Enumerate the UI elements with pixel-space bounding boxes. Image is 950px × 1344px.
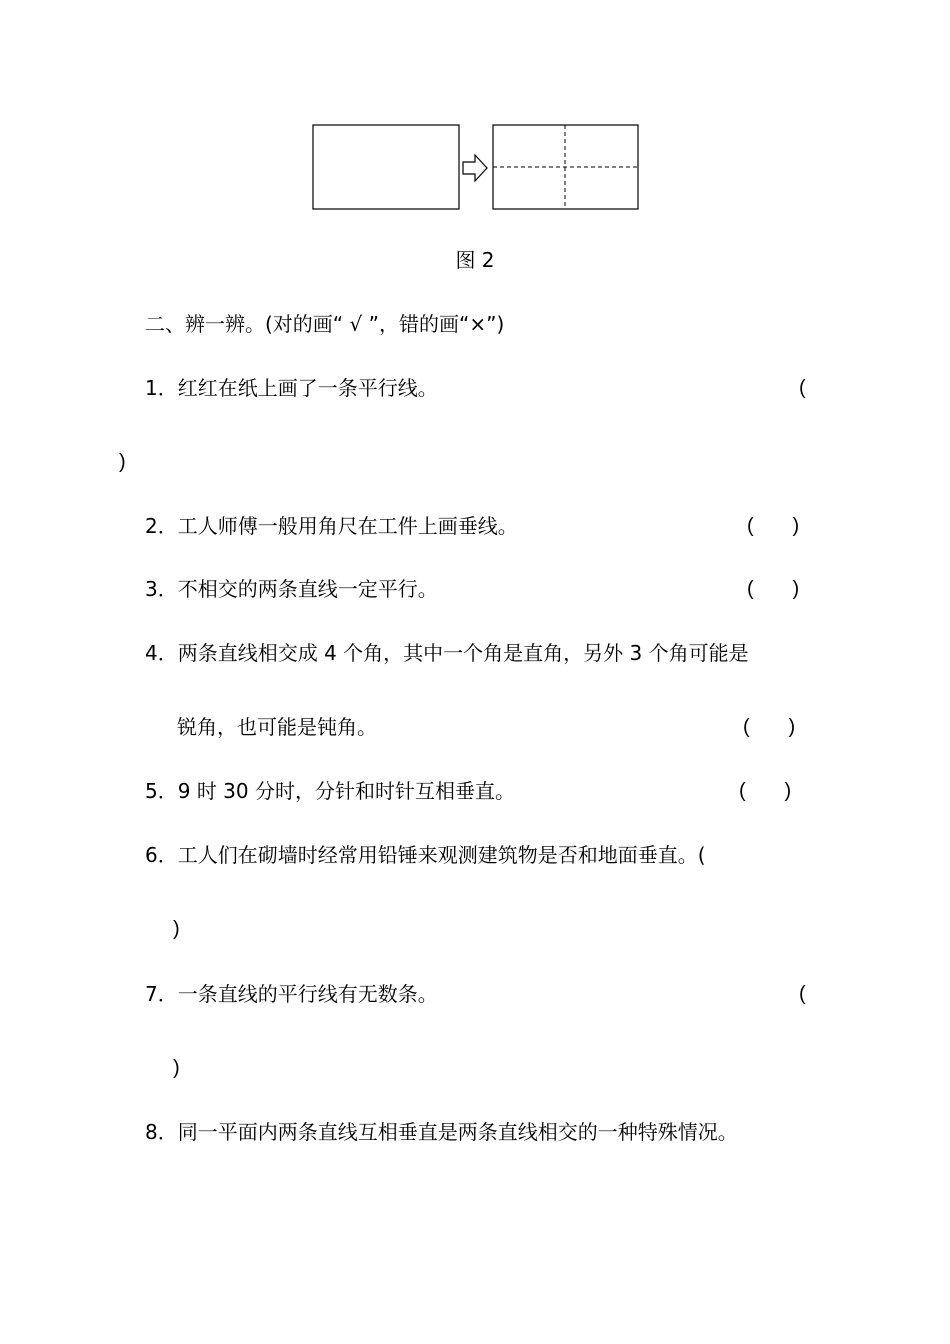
question-text: 同一平面内两条直线互相垂直是两条直线相交的一种特殊情况。 bbox=[177, 1120, 738, 1144]
answer-paren-close[interactable]: ) bbox=[173, 918, 180, 940]
section-heading: 二、辨一辨。(对的画“ √ ”，错的画“×”) bbox=[145, 312, 505, 336]
answer-paren[interactable]: ( ) bbox=[747, 578, 800, 600]
question-text: 红红在纸上画了一条平行线。 bbox=[177, 376, 438, 400]
question-2 bbox=[145, 512, 518, 540]
question-4 bbox=[145, 639, 749, 667]
question-text: 不相交的两条直线一定平行。 bbox=[177, 577, 438, 601]
question-number: 6． bbox=[145, 843, 178, 867]
answer-paren-open[interactable]: ( bbox=[799, 377, 806, 399]
question-text: 9 时 30 分时，分针和时针互相垂直。 bbox=[177, 779, 515, 803]
question-4-continued: 锐角，也可能是钝角。 bbox=[177, 715, 377, 739]
answer-paren-close[interactable]: ) bbox=[173, 1057, 180, 1079]
question-6 bbox=[145, 841, 706, 869]
question-1 bbox=[145, 374, 438, 402]
question-number: 4． bbox=[145, 641, 178, 665]
question-number: 1． bbox=[145, 376, 178, 400]
answer-paren[interactable]: ( ) bbox=[739, 780, 792, 802]
arrow-right-icon bbox=[463, 155, 487, 181]
answer-paren[interactable]: ( ) bbox=[747, 515, 800, 537]
question-number: 5． bbox=[145, 779, 178, 803]
question-3 bbox=[145, 575, 438, 603]
question-text: 工人们在砌墙时经常用铅锤来观测建筑物是否和地面垂直。( bbox=[177, 843, 706, 867]
answer-paren-close[interactable]: ) bbox=[119, 451, 126, 473]
question-8 bbox=[145, 1118, 738, 1146]
figure-caption: 图 2 bbox=[455, 248, 495, 272]
answer-paren-open[interactable]: ( bbox=[799, 983, 806, 1005]
question-text: 两条直线相交成 4 个角，其中一个角是直角，另外 3 个角可能是 bbox=[177, 641, 749, 665]
question-5 bbox=[145, 777, 515, 805]
question-text: 工人师傅一般用角尺在工件上画垂线。 bbox=[177, 514, 518, 538]
question-number: 8． bbox=[145, 1120, 178, 1144]
question-number: 3． bbox=[145, 577, 178, 601]
question-number: 2． bbox=[145, 514, 178, 538]
fold-diagram bbox=[310, 122, 642, 214]
question-number: 7． bbox=[145, 982, 178, 1006]
question-7 bbox=[145, 980, 438, 1008]
original-rectangle bbox=[313, 125, 459, 209]
answer-paren[interactable]: ( ) bbox=[743, 716, 796, 738]
question-text: 一条直线的平行线有无数条。 bbox=[177, 982, 438, 1006]
